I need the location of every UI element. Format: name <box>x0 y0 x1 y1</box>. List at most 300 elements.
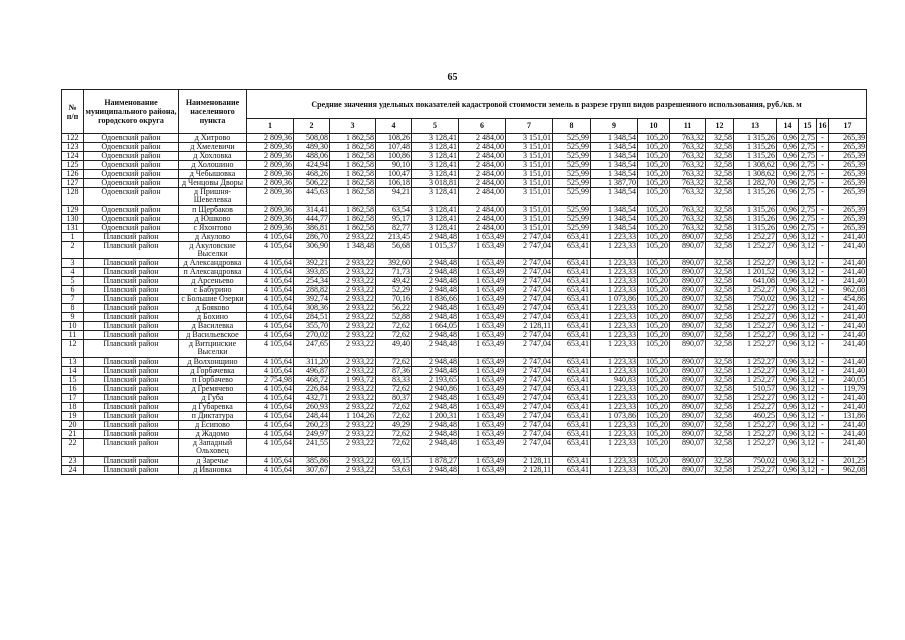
settlement-cell: д Заречье <box>179 457 247 466</box>
value-cell: 489,30 <box>294 143 330 152</box>
value-cell: 2 809,36 <box>247 161 294 170</box>
cadastral-value-table <box>61 89 867 475</box>
district-cell: Плавский район <box>84 376 179 385</box>
value-cell: 2 948,48 <box>412 430 459 439</box>
value-cell: 890,07 <box>670 367 706 376</box>
value-cell: 1 862,58 <box>330 224 376 233</box>
value-cell: 32,58 <box>706 206 734 215</box>
value-cell: 1 653,49 <box>459 277 506 286</box>
value-cell: 3 128,41 <box>412 143 459 152</box>
district-cell: Плавский район <box>84 394 179 403</box>
value-cell: 2 948,48 <box>412 259 459 268</box>
value-cell: 83,33 <box>376 376 412 385</box>
value-cell: 890,07 <box>670 403 706 412</box>
value-cell: 2 484,00 <box>459 179 506 188</box>
value-cell: 763,32 <box>670 134 706 143</box>
value-cell: 392,21 <box>294 259 330 268</box>
value-cell: 4 105,64 <box>247 295 294 304</box>
value-cell: 2 933,22 <box>330 322 376 331</box>
value-cell: 1 073,86 <box>591 412 638 421</box>
value-cell: 2 948,48 <box>412 286 459 295</box>
district-cell: Плавский район <box>84 286 179 295</box>
district-cell: Одоевский район <box>84 143 179 152</box>
value-cell: 0,96 <box>777 340 799 358</box>
value-cell: 468,26 <box>294 170 330 179</box>
value-cell: 307,67 <box>294 466 330 475</box>
value-cell: 1 653,49 <box>459 394 506 403</box>
value-cell: 32,58 <box>706 134 734 143</box>
value-cell: 3,12 <box>799 286 817 295</box>
value-cell: 241,40 <box>829 304 867 313</box>
value-cell: 105,20 <box>638 439 670 457</box>
value-cell: 32,58 <box>706 188 734 206</box>
table-row <box>62 295 867 304</box>
value-cell: 3 151,01 <box>506 143 553 152</box>
value-cell: 890,07 <box>670 331 706 340</box>
value-cell: 0,96 <box>777 161 799 170</box>
value-cell: 213,45 <box>376 233 412 242</box>
value-cell: 2 809,36 <box>247 143 294 152</box>
value-cell: 2 948,48 <box>412 394 459 403</box>
settlement-cell: д Жадомо <box>179 430 247 439</box>
value-cell: 105,20 <box>638 331 670 340</box>
column-number-header: 1 <box>247 119 294 134</box>
row-number-cell: 21 <box>62 430 84 439</box>
value-cell: 270,02 <box>294 331 330 340</box>
value-cell: 32,58 <box>706 430 734 439</box>
value-cell: 105,20 <box>638 304 670 313</box>
value-cell: 108,26 <box>376 134 412 143</box>
value-cell: 1 653,49 <box>459 421 506 430</box>
value-cell: 265,39 <box>829 161 867 170</box>
value-cell: 2 809,36 <box>247 206 294 215</box>
district-cell: Плавский район <box>84 457 179 466</box>
row-number-cell: 17 <box>62 394 84 403</box>
value-cell: 4 105,64 <box>247 394 294 403</box>
value-cell: 72,62 <box>376 412 412 421</box>
column-number-header: 15 <box>799 119 817 134</box>
value-cell: 2 747,04 <box>506 242 553 259</box>
table-row <box>62 277 867 286</box>
value-cell: 0,96 <box>777 242 799 259</box>
value-cell: 3,12 <box>799 322 817 331</box>
table-wrapper <box>61 89 866 475</box>
value-cell: 2 933,22 <box>330 421 376 430</box>
value-cell: 2 948,48 <box>412 367 459 376</box>
value-cell: 2 128,11 <box>506 457 553 466</box>
district-cell: Плавский район <box>84 367 179 376</box>
value-cell: 2 747,04 <box>506 286 553 295</box>
value-cell: 2 809,36 <box>247 179 294 188</box>
value-cell: 72,62 <box>376 430 412 439</box>
value-cell: 1 223,33 <box>591 430 638 439</box>
value-cell: 653,41 <box>553 421 591 430</box>
value-cell: 105,20 <box>638 224 670 233</box>
value-cell: 1 653,49 <box>459 385 506 394</box>
row-number-cell: 127 <box>62 179 84 188</box>
value-cell: 1 348,54 <box>591 215 638 224</box>
value-cell: - <box>817 376 829 385</box>
value-cell: 4 105,64 <box>247 322 294 331</box>
value-cell: 32,58 <box>706 304 734 313</box>
value-cell: 653,41 <box>553 439 591 457</box>
value-cell: 890,07 <box>670 259 706 268</box>
value-cell: 241,40 <box>829 331 867 340</box>
value-cell: 2 747,04 <box>506 439 553 457</box>
value-cell: 0,96 <box>777 394 799 403</box>
value-cell: 1 252,27 <box>734 439 777 457</box>
value-cell: 241,40 <box>829 421 867 430</box>
value-cell: 82,77 <box>376 224 412 233</box>
value-cell: 1 348,54 <box>591 143 638 152</box>
value-cell: 4 105,64 <box>247 277 294 286</box>
value-cell: 653,41 <box>553 367 591 376</box>
value-cell: 2 933,22 <box>330 466 376 475</box>
value-cell: 0,96 <box>777 439 799 457</box>
value-cell: 525,99 <box>553 134 591 143</box>
value-cell: 32,58 <box>706 170 734 179</box>
value-cell: 32,58 <box>706 242 734 259</box>
table-row <box>62 322 867 331</box>
table-row <box>62 457 867 466</box>
table-row <box>62 313 867 322</box>
value-cell: 890,07 <box>670 412 706 421</box>
row-number-cell: 123 <box>62 143 84 152</box>
column-number-header: 14 <box>777 119 799 134</box>
value-cell: 2 940,86 <box>412 385 459 394</box>
value-cell: 94,21 <box>376 188 412 206</box>
value-cell: 2 809,36 <box>247 134 294 143</box>
value-cell: 0,96 <box>777 295 799 304</box>
value-cell: 4 105,64 <box>247 466 294 475</box>
value-cell: 890,07 <box>670 268 706 277</box>
value-cell: 653,41 <box>553 430 591 439</box>
value-cell: 2 933,22 <box>330 259 376 268</box>
district-cell: Плавский район <box>84 331 179 340</box>
value-cell: 468,72 <box>294 376 330 385</box>
value-cell: 940,83 <box>591 376 638 385</box>
value-cell: 1 348,54 <box>591 161 638 170</box>
value-cell: 1 387,70 <box>591 179 638 188</box>
value-cell: 1 862,58 <box>330 161 376 170</box>
value-cell: 1 308,62 <box>734 170 777 179</box>
value-cell: 2 747,04 <box>506 376 553 385</box>
value-cell: 385,86 <box>294 457 330 466</box>
value-cell: 32,58 <box>706 322 734 331</box>
value-cell: 100,86 <box>376 152 412 161</box>
value-cell: 424,94 <box>294 161 330 170</box>
value-cell: 32,58 <box>706 152 734 161</box>
value-cell: 1 223,33 <box>591 304 638 313</box>
value-cell: 105,20 <box>638 179 670 188</box>
value-cell: 2 933,22 <box>330 304 376 313</box>
value-cell: 1 862,58 <box>330 134 376 143</box>
value-cell: 525,99 <box>553 170 591 179</box>
column-number-header: 12 <box>706 119 734 134</box>
settlement-cell: п Щербаков <box>179 206 247 215</box>
district-cell: Одоевский район <box>84 206 179 215</box>
value-cell: 2 933,22 <box>330 367 376 376</box>
value-cell: - <box>817 143 829 152</box>
value-cell: 241,40 <box>829 367 867 376</box>
value-cell: 393,85 <box>294 268 330 277</box>
value-cell: 1 993,72 <box>330 376 376 385</box>
page-number: 65 <box>447 72 458 83</box>
value-cell: 525,99 <box>553 206 591 215</box>
value-cell: 1 252,27 <box>734 358 777 367</box>
value-cell: 4 105,64 <box>247 367 294 376</box>
value-cell: 3 128,41 <box>412 224 459 233</box>
value-cell: 2 948,48 <box>412 304 459 313</box>
value-cell: 2 747,04 <box>506 268 553 277</box>
value-cell: 2 747,04 <box>506 259 553 268</box>
value-cell: 3 151,01 <box>506 224 553 233</box>
value-cell: 1 653,49 <box>459 340 506 358</box>
value-cell: 260,23 <box>294 421 330 430</box>
value-cell: 2 754,98 <box>247 376 294 385</box>
value-cell: 2 933,22 <box>330 385 376 394</box>
value-cell: 2 747,04 <box>506 277 553 286</box>
value-cell: 2,75 <box>799 206 817 215</box>
column-number-header: 10 <box>638 119 670 134</box>
value-cell: 1 348,54 <box>591 188 638 206</box>
value-cell: 890,07 <box>670 295 706 304</box>
column-number-header: 3 <box>330 119 376 134</box>
value-cell: - <box>817 421 829 430</box>
value-cell: 32,58 <box>706 466 734 475</box>
settlement-cell: д Чебышовка <box>179 170 247 179</box>
value-cell: 525,99 <box>553 179 591 188</box>
row-number-cell: 8 <box>62 304 84 313</box>
value-cell: - <box>817 457 829 466</box>
value-cell: 0,96 <box>777 466 799 475</box>
value-cell: 0,96 <box>777 358 799 367</box>
value-cell: 72,62 <box>376 358 412 367</box>
value-cell: 653,41 <box>553 340 591 358</box>
value-cell: 241,55 <box>294 439 330 457</box>
value-cell: 1 252,27 <box>734 331 777 340</box>
value-cell: 1 223,33 <box>591 277 638 286</box>
value-cell: 0,96 <box>777 206 799 215</box>
settlement-cell: д Горбачевка <box>179 367 247 376</box>
value-cell: 1 653,49 <box>459 331 506 340</box>
value-cell: 3,12 <box>799 340 817 358</box>
table-row <box>62 206 867 215</box>
settlement-cell: п Диктатура <box>179 412 247 421</box>
value-cell: 1 348,54 <box>591 170 638 179</box>
value-cell: 4 105,64 <box>247 358 294 367</box>
value-cell: 1 862,58 <box>330 188 376 206</box>
value-cell: 2 933,22 <box>330 331 376 340</box>
column-number-header: 9 <box>591 119 638 134</box>
district-cell: Одоевский район <box>84 215 179 224</box>
value-cell: 1 348,54 <box>591 152 638 161</box>
row-number-cell: 5 <box>62 277 84 286</box>
value-cell: 4 105,64 <box>247 233 294 242</box>
district-cell: Плавский район <box>84 385 179 394</box>
value-cell: 52,29 <box>376 286 412 295</box>
settlement-cell: д Губаревка <box>179 403 247 412</box>
value-cell: 3 151,01 <box>506 134 553 143</box>
value-cell: 763,32 <box>670 179 706 188</box>
value-cell: 3,12 <box>799 439 817 457</box>
value-cell: 2 948,48 <box>412 439 459 457</box>
settlement-cell: д Акулово <box>179 233 247 242</box>
value-cell: 1 315,26 <box>734 188 777 206</box>
value-cell: 0,96 <box>777 322 799 331</box>
value-cell: 2 948,48 <box>412 403 459 412</box>
value-cell: 2 809,36 <box>247 188 294 206</box>
value-cell: 3 151,01 <box>506 170 553 179</box>
value-cell: 2 747,04 <box>506 304 553 313</box>
value-cell: - <box>817 295 829 304</box>
value-cell: 3,12 <box>799 233 817 242</box>
value-cell: 653,41 <box>553 322 591 331</box>
value-cell: 0,96 <box>777 259 799 268</box>
value-cell: 1 015,37 <box>412 242 459 259</box>
column-number-header: 2 <box>294 119 330 134</box>
row-number-cell: 2 <box>62 242 84 259</box>
value-cell: 1 308,62 <box>734 161 777 170</box>
district-cell: Одоевский район <box>84 188 179 206</box>
value-cell: 105,20 <box>638 430 670 439</box>
value-cell: 32,58 <box>706 277 734 286</box>
value-cell: 3 128,41 <box>412 206 459 215</box>
value-cell: - <box>817 412 829 421</box>
value-cell: 32,58 <box>706 215 734 224</box>
value-cell: 52,88 <box>376 313 412 322</box>
value-cell: - <box>817 161 829 170</box>
column-number-header: 13 <box>734 119 777 134</box>
value-cell: 105,20 <box>638 403 670 412</box>
value-cell: 2 933,22 <box>330 313 376 322</box>
value-cell: 1 223,33 <box>591 233 638 242</box>
value-cell: 1 653,49 <box>459 367 506 376</box>
value-cell: 2 484,00 <box>459 161 506 170</box>
settlement-cell: д Витцинские Выселки <box>179 340 247 358</box>
table-row <box>62 403 867 412</box>
value-cell: 496,87 <box>294 367 330 376</box>
district-cell: Плавский район <box>84 304 179 313</box>
settlement-cell: д Бохино <box>179 313 247 322</box>
value-cell: 3 128,41 <box>412 152 459 161</box>
value-cell: 32,58 <box>706 179 734 188</box>
value-cell: 2 484,00 <box>459 143 506 152</box>
value-cell: 286,70 <box>294 233 330 242</box>
value-cell: 1 223,33 <box>591 313 638 322</box>
table-row <box>62 161 867 170</box>
value-cell: 241,40 <box>829 233 867 242</box>
value-cell: 4 105,64 <box>247 340 294 358</box>
row-number-cell: 124 <box>62 152 84 161</box>
value-cell: 2 809,36 <box>247 170 294 179</box>
value-cell: 2 933,22 <box>330 358 376 367</box>
value-cell: 32,58 <box>706 331 734 340</box>
value-cell: 653,41 <box>553 394 591 403</box>
value-cell: 0,96 <box>777 215 799 224</box>
value-cell: 0,96 <box>777 385 799 394</box>
value-cell: 0,96 <box>777 313 799 322</box>
value-cell: 1 653,49 <box>459 358 506 367</box>
value-cell: 3 151,01 <box>506 179 553 188</box>
value-cell: 890,07 <box>670 394 706 403</box>
settlement-cell: д Васильевское <box>179 331 247 340</box>
row-number-cell: 129 <box>62 206 84 215</box>
value-cell: 4 105,64 <box>247 304 294 313</box>
district-cell: Плавский район <box>84 322 179 331</box>
value-cell: 2 933,22 <box>330 340 376 358</box>
value-cell: - <box>817 179 829 188</box>
value-cell: 2,75 <box>799 224 817 233</box>
value-cell: 1 653,49 <box>459 457 506 466</box>
value-cell: - <box>817 439 829 457</box>
value-cell: - <box>817 304 829 313</box>
column-number-header: 8 <box>553 119 591 134</box>
row-number-cell: 20 <box>62 421 84 430</box>
value-cell: - <box>817 403 829 412</box>
value-cell: 2 747,04 <box>506 430 553 439</box>
row-number-cell: 3 <box>62 259 84 268</box>
value-cell: 49,42 <box>376 277 412 286</box>
value-cell: 32,58 <box>706 412 734 421</box>
settlement-cell: д Юшково <box>179 215 247 224</box>
value-cell: 2 747,04 <box>506 358 553 367</box>
row-number-cell: 131 <box>62 224 84 233</box>
district-cell: Плавский район <box>84 268 179 277</box>
value-cell: 763,32 <box>670 215 706 224</box>
value-cell: 1 653,49 <box>459 313 506 322</box>
district-cell: Одоевский район <box>84 161 179 170</box>
value-cell: 131,86 <box>829 412 867 421</box>
value-cell: 1 223,33 <box>591 403 638 412</box>
row-number-cell: 14 <box>62 367 84 376</box>
value-cell: 284,51 <box>294 313 330 322</box>
value-cell: 3,12 <box>799 430 817 439</box>
column-number-header: 4 <box>376 119 412 134</box>
value-cell: - <box>817 259 829 268</box>
value-cell: 105,20 <box>638 259 670 268</box>
table-row <box>62 152 867 161</box>
value-cell: 1 315,26 <box>734 224 777 233</box>
value-cell: 1 878,27 <box>412 457 459 466</box>
value-cell: 2 933,22 <box>330 430 376 439</box>
row-number-cell: 10 <box>62 322 84 331</box>
value-cell: 3,12 <box>799 421 817 430</box>
value-cell: 2 809,36 <box>247 215 294 224</box>
value-cell: 653,41 <box>553 385 591 394</box>
value-cell: 1 223,33 <box>591 457 638 466</box>
value-cell: 508,08 <box>294 134 330 143</box>
value-cell: 0,96 <box>777 376 799 385</box>
value-cell: 763,32 <box>670 170 706 179</box>
value-cell: 265,39 <box>829 152 867 161</box>
value-cell: 3 128,41 <box>412 215 459 224</box>
settlement-cell: д Хохловка <box>179 152 247 161</box>
row-number-cell: 4 <box>62 268 84 277</box>
value-cell: 1 653,49 <box>459 403 506 412</box>
row-number-cell: 23 <box>62 457 84 466</box>
value-cell: 2 948,48 <box>412 340 459 358</box>
value-cell: 1 252,27 <box>734 233 777 242</box>
value-cell: 2 933,22 <box>330 403 376 412</box>
value-cell: 105,20 <box>638 466 670 475</box>
value-cell: 249,97 <box>294 430 330 439</box>
value-cell: 1 653,49 <box>459 430 506 439</box>
value-cell: 105,20 <box>638 295 670 304</box>
value-cell: 254,34 <box>294 277 330 286</box>
district-cell: Плавский район <box>84 466 179 475</box>
value-cell: 2,75 <box>799 170 817 179</box>
